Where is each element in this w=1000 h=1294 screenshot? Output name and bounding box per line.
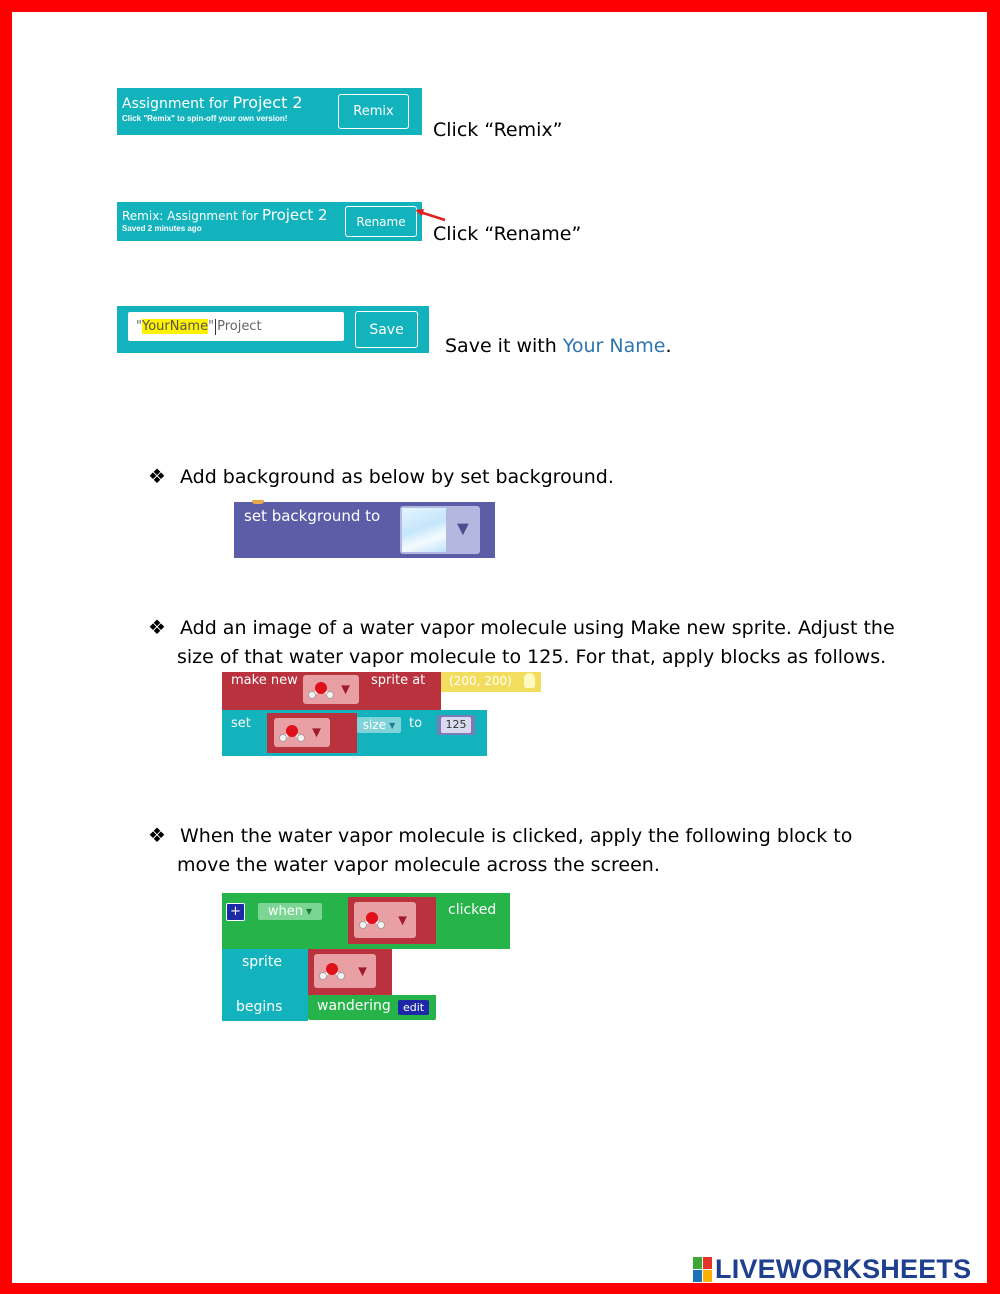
to-label: to (409, 716, 423, 731)
set-background-block (234, 502, 495, 558)
dropdown-arrow-icon: ▼ (453, 518, 473, 540)
clicked-label: clicked (448, 902, 497, 918)
property-dropdown[interactable] (357, 717, 401, 733)
water-molecule-icon (358, 910, 386, 930)
bullet-1 (148, 464, 614, 488)
remix-button[interactable]: Remix (338, 94, 409, 129)
wandering-block (308, 995, 436, 1020)
logo-text: LIVEWORKSHEETS (715, 1254, 972, 1284)
set-background-label: set background to (244, 507, 381, 525)
water-molecule-icon (278, 723, 306, 743)
dropdown-arrow-icon: ▼ (338, 681, 353, 698)
coordinates-value: (200, 200) (449, 674, 512, 688)
event-dropdown[interactable] (258, 903, 322, 920)
size-value: 125 (441, 717, 471, 733)
sprite-socket (267, 713, 357, 753)
rename-caption: Click “Rename” (433, 223, 582, 245)
your-name-text: Your Name (562, 335, 666, 357)
make-new-sprite-block (222, 672, 441, 710)
banner-subtitle: Click "Remix" to spin-off your own version! (122, 114, 288, 123)
edit-button[interactable]: edit (398, 1000, 429, 1015)
banner-project-name: Project 2 (232, 93, 303, 112)
set-size-block (222, 710, 487, 756)
save-button[interactable]: Save (355, 311, 418, 348)
rename-bar (117, 306, 429, 353)
dropdown-arrow-icon: ▼ (355, 962, 370, 980)
sprite-dropdown[interactable] (314, 954, 376, 988)
wandering-label: wandering (317, 998, 391, 1014)
assignment-banner (117, 88, 422, 135)
sprite-label: sprite (242, 954, 282, 970)
sky-thumbnail (402, 508, 446, 552)
water-molecule-icon (307, 680, 335, 700)
bullet-3 (148, 823, 852, 847)
diamond-bullet-icon: ❖ (148, 823, 166, 847)
name-highlight: YourName (141, 319, 209, 334)
coordinates-block[interactable] (441, 672, 541, 692)
bullet-3-line2: move the water vapor molecule across the screen. (177, 854, 660, 876)
logo-blocks-icon (693, 1257, 712, 1282)
dropdown-arrow-icon: ▼ (395, 911, 410, 929)
dropdown-arrow-icon: ▼ (389, 720, 396, 730)
banner-title-prefix: Assignment for (122, 96, 229, 112)
begins-label: begins (236, 999, 283, 1015)
liveworksheets-logo (693, 1254, 971, 1285)
diamond-bullet-icon: ❖ (148, 464, 166, 488)
bullet-1-text: Add background as below by set background. (179, 466, 614, 488)
dropdown-arrow-icon: ▼ (309, 724, 324, 741)
when-clicked-block (222, 893, 510, 949)
remix-title-prefix: Remix: Assignment for (122, 209, 259, 223)
sprite-dropdown[interactable] (303, 675, 359, 704)
size-value-input[interactable] (437, 715, 475, 735)
diamond-bullet-icon: ❖ (148, 615, 166, 639)
bullet-2-line1: Add an image of a water vapor molecule using Make new sprite. Adjust the (179, 617, 895, 639)
remix-banner (117, 202, 422, 241)
dropdown-arrow-icon: ▼ (305, 907, 313, 916)
make-new-label: make new (231, 673, 298, 688)
remix-caption: Click “Remix” (433, 119, 563, 141)
remix-project-name: Project 2 (261, 206, 328, 224)
save-caption (445, 335, 672, 357)
bullet-2 (148, 615, 895, 639)
property-label: size (362, 718, 387, 732)
pointer-arrow-icon (412, 206, 448, 224)
save-caption-suffix: . (665, 335, 672, 357)
quote-open: " (136, 319, 142, 334)
block-notch (252, 500, 264, 504)
project-name-input[interactable] (128, 312, 344, 341)
rename-button[interactable]: Rename (345, 206, 417, 237)
water-molecule-icon (318, 961, 346, 981)
sprite-dropdown[interactable] (274, 718, 330, 747)
plus-button[interactable]: + (226, 903, 245, 921)
save-caption-prefix: Save it with (445, 335, 563, 357)
sprite-socket (308, 949, 392, 995)
text-cursor (215, 319, 216, 335)
set-label: set (231, 716, 251, 731)
sprite-at-label: sprite at (371, 673, 426, 688)
quote-close: " (208, 319, 215, 334)
bullet-2-line2: size of that water vapor molecule to 125. For that, apply blocks as follows. (177, 646, 887, 668)
bullet-3-line1: When the water vapor molecule is clicked, apply the following block to (179, 825, 853, 847)
event-label: when (267, 904, 303, 919)
background-dropdown[interactable] (400, 506, 480, 554)
lightbulb-icon (524, 673, 535, 688)
sprite-dropdown[interactable] (354, 902, 416, 938)
sprite-socket (348, 897, 436, 944)
project-word: Project (217, 319, 262, 334)
sprite-begins-block (222, 949, 308, 1021)
saved-status: Saved 2 minutes ago (122, 224, 202, 233)
